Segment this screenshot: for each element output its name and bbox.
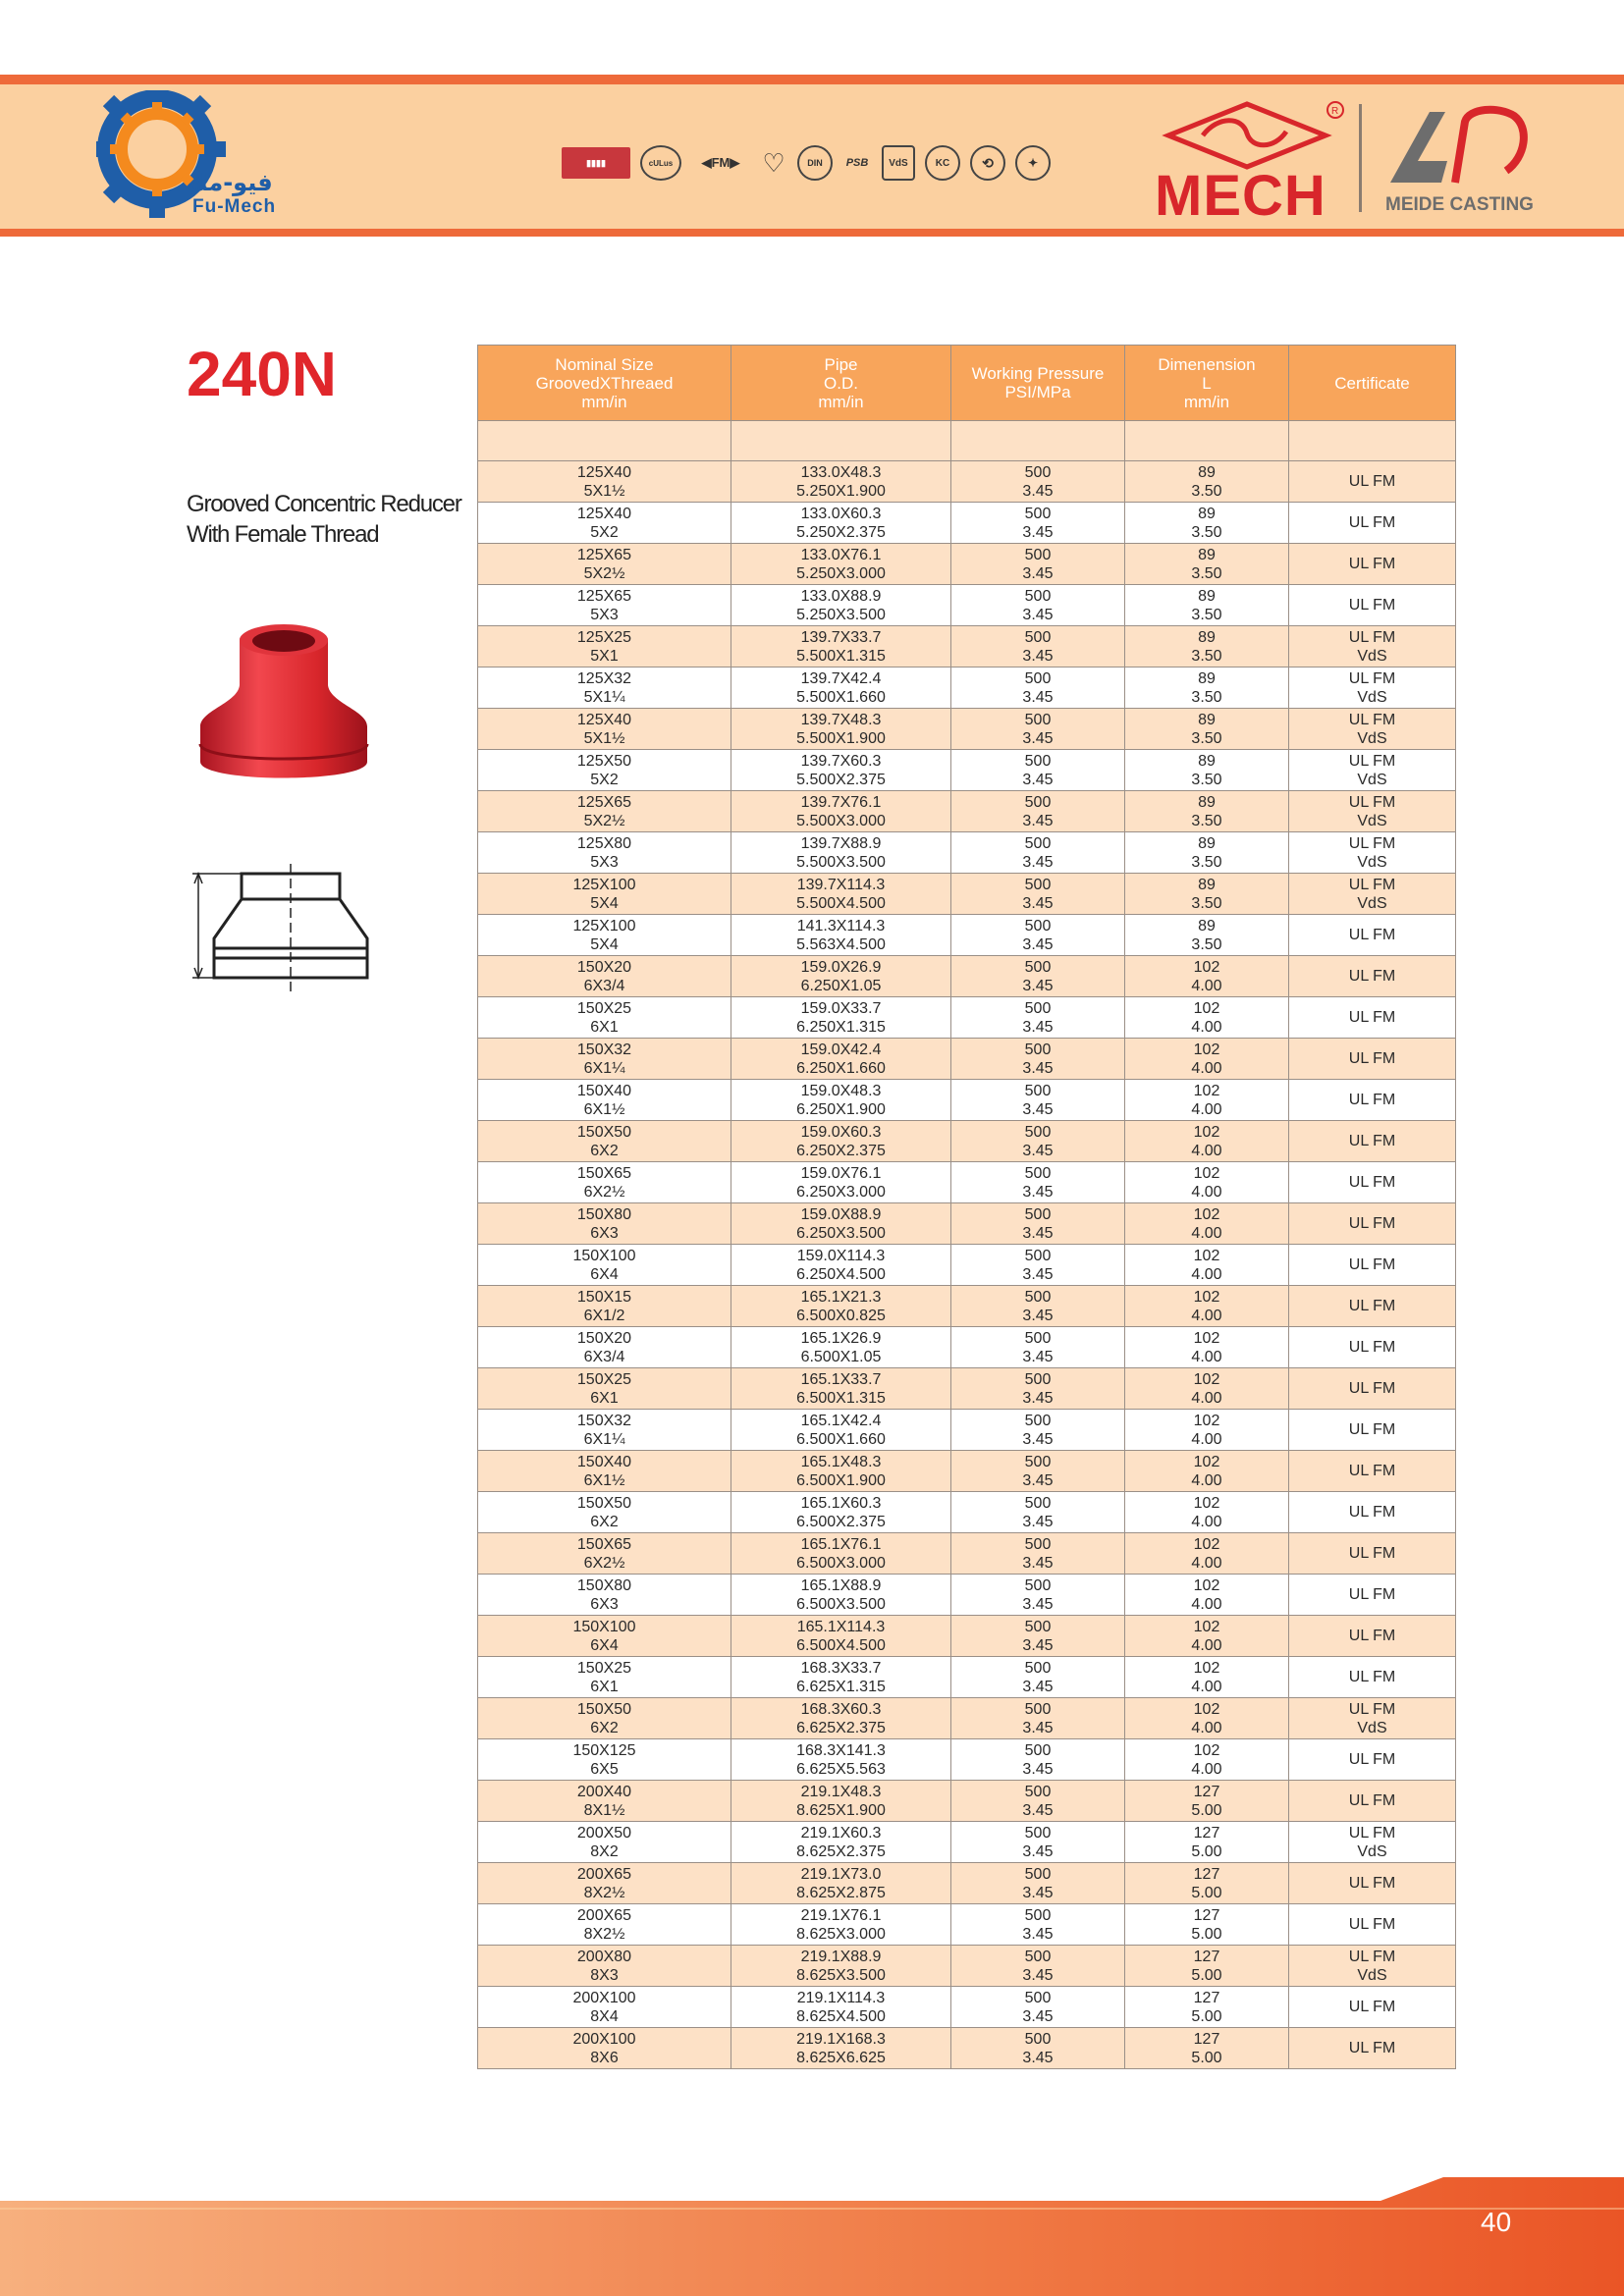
cell-nominal-size: 150X65 6X2½ (478, 1162, 731, 1203)
table-row (478, 1451, 1456, 1492)
cell-pipe-od: 133.0X88.9 5.250X3.500 (731, 585, 951, 626)
ul-icon: cULus (640, 145, 681, 181)
cell-dimension: 102 4.00 (1125, 997, 1289, 1039)
cell-nominal-size: 125X25 5X1 (478, 626, 731, 667)
table-row (478, 1410, 1456, 1451)
reducer-dimension-drawing-icon (187, 864, 373, 995)
cell-certificate: UL FM VdS (1289, 750, 1456, 791)
cell-nominal-size: 150X50 6X2 (478, 1698, 731, 1739)
meide-casting-name: MEIDE CASTING (1385, 194, 1534, 215)
iso-flag-icon: ▮▮▮▮ (562, 147, 630, 179)
table-row (478, 750, 1456, 791)
cell-dimension: 102 4.00 (1125, 1286, 1289, 1327)
cell-working-pressure: 500 3.45 (951, 1286, 1125, 1327)
cell-nominal-size: 150X125 6X5 (478, 1739, 731, 1781)
cell-pipe-od: 219.1X168.3 8.625X6.625 (731, 2028, 951, 2069)
cell-certificate: UL FM (1289, 1987, 1456, 2028)
cell-pipe-od: 159.0X76.1 6.250X3.000 (731, 1162, 951, 1203)
cell-working-pressure: 500 3.45 (951, 461, 1125, 503)
ccc-icon: ⟲ (970, 145, 1005, 181)
cell-dimension: 89 3.50 (1125, 832, 1289, 874)
cell-dimension: 102 4.00 (1125, 1203, 1289, 1245)
cell-working-pressure: 500 3.45 (951, 1327, 1125, 1368)
cell-pipe-od: 133.0X60.3 5.250X2.375 (731, 503, 951, 544)
cell-certificate: UL FM (1289, 461, 1456, 503)
cell-certificate: UL FM (1289, 544, 1456, 585)
cell-certificate: UL FM (1289, 1327, 1456, 1368)
table-row (478, 461, 1456, 503)
column-header-nominal-size: Nominal Size GroovedXThreaed mm/in (478, 346, 731, 421)
cell-nominal-size: 125X65 5X2½ (478, 544, 731, 585)
cell-working-pressure: 500 3.45 (951, 1698, 1125, 1739)
cell-pipe-od: 139.7X114.3 5.500X4.500 (731, 874, 951, 915)
cell-certificate: UL FM (1289, 503, 1456, 544)
cell-nominal-size: 150X25 6X1 (478, 1657, 731, 1698)
cell-certificate: UL FM (1289, 1492, 1456, 1533)
cell-nominal-size: 150X80 6X3 (478, 1203, 731, 1245)
cell-dimension: 102 4.00 (1125, 1657, 1289, 1698)
cell-nominal-size: 150X40 6X1½ (478, 1080, 731, 1121)
cell-pipe-od: 133.0X48.3 5.250X1.900 (731, 461, 951, 503)
cell-pipe-od: 168.3X141.3 6.625X5.563 (731, 1739, 951, 1781)
cell-certificate: UL FM (1289, 1451, 1456, 1492)
header-divider (1359, 104, 1362, 212)
cell-pipe-od: 165.1X60.3 6.500X2.375 (731, 1492, 951, 1533)
cell-working-pressure: 500 3.45 (951, 1162, 1125, 1203)
table-row (478, 585, 1456, 626)
cell-pipe-od: 168.3X60.3 6.625X2.375 (731, 1698, 951, 1739)
table-row (478, 1946, 1456, 1987)
cell-working-pressure: 500 3.45 (951, 1080, 1125, 1121)
cell-dimension: 102 4.00 (1125, 1533, 1289, 1575)
table-row (478, 1533, 1456, 1575)
cell-working-pressure: 500 3.45 (951, 956, 1125, 997)
cell-pipe-od: 165.1X21.3 6.500X0.825 (731, 1286, 951, 1327)
cell-pipe-od: 139.7X42.4 5.500X1.660 (731, 667, 951, 709)
cell-pipe-od: 141.3X114.3 5.563X4.500 (731, 915, 951, 956)
cell-working-pressure: 500 3.45 (951, 544, 1125, 585)
table-row (478, 1657, 1456, 1698)
cell-pipe-od: 139.7X33.7 5.500X1.315 (731, 626, 951, 667)
table-row (478, 1286, 1456, 1327)
cell-certificate: UL FM (1289, 1039, 1456, 1080)
cell-certificate: UL FM VdS (1289, 1822, 1456, 1863)
cell-certificate: UL FM (1289, 1286, 1456, 1327)
cell-certificate: UL FM VdS (1289, 667, 1456, 709)
cell-certificate: UL FM (1289, 1368, 1456, 1410)
cell-dimension: 89 3.50 (1125, 461, 1289, 503)
cell-pipe-od: 165.1X48.3 6.500X1.900 (731, 1451, 951, 1492)
cell-nominal-size: 150X20 6X3/4 (478, 1327, 731, 1368)
cell-nominal-size: 125X40 5X2 (478, 503, 731, 544)
cell-working-pressure: 500 3.45 (951, 1492, 1125, 1533)
table-row (478, 1203, 1456, 1245)
psb-icon: PSB (845, 157, 869, 169)
cell-nominal-size: 125X100 5X4 (478, 874, 731, 915)
cell-working-pressure: 500 3.45 (951, 915, 1125, 956)
table-row (478, 1739, 1456, 1781)
table-row (478, 1162, 1456, 1203)
cell-nominal-size: 150X32 6X1¼ (478, 1039, 731, 1080)
cell-working-pressure: 500 3.45 (951, 874, 1125, 915)
cell-certificate: UL FM (1289, 1121, 1456, 1162)
cell-certificate: UL FM (1289, 997, 1456, 1039)
table-row (478, 956, 1456, 997)
cell-dimension: 127 5.00 (1125, 2028, 1289, 2069)
cell-certificate: UL FM VdS (1289, 832, 1456, 874)
cell-dimension: 102 4.00 (1125, 1575, 1289, 1616)
cell-nominal-size: 125X32 5X1¼ (478, 667, 731, 709)
table-row (478, 1616, 1456, 1657)
cell-nominal-size: 150X65 6X2½ (478, 1533, 731, 1575)
cell-pipe-od: 165.1X76.1 6.500X3.000 (731, 1533, 951, 1575)
table-row (478, 1904, 1456, 1946)
cell-pipe-od: 165.1X33.7 6.500X1.315 (731, 1368, 951, 1410)
vds-heart-icon: ♡ (762, 147, 785, 178)
cell-nominal-size: 200X100 8X6 (478, 2028, 731, 2069)
cell-certificate: UL FM (1289, 915, 1456, 956)
table-row (478, 874, 1456, 915)
cell-pipe-od: 219.1X114.3 8.625X4.500 (731, 1987, 951, 2028)
cell-nominal-size: 150X25 6X1 (478, 997, 731, 1039)
cell-nominal-size: 150X32 6X1¼ (478, 1410, 731, 1451)
cell-nominal-size: 150X100 6X4 (478, 1616, 731, 1657)
cell-certificate: UL FM VdS (1289, 791, 1456, 832)
cell-working-pressure: 500 3.45 (951, 503, 1125, 544)
cell-working-pressure: 500 3.45 (951, 1616, 1125, 1657)
cell-pipe-od: 139.7X76.1 5.500X3.000 (731, 791, 951, 832)
cell-dimension: 102 4.00 (1125, 1368, 1289, 1410)
cell-pipe-od: 159.0X33.7 6.250X1.315 (731, 997, 951, 1039)
cell-certificate: UL FM (1289, 2028, 1456, 2069)
cell-pipe-od: 165.1X26.9 6.500X1.05 (731, 1327, 951, 1368)
cell-dimension: 102 4.00 (1125, 1739, 1289, 1781)
table-row (478, 791, 1456, 832)
table-row (478, 997, 1456, 1039)
cell-working-pressure: 500 3.45 (951, 1863, 1125, 1904)
cell-working-pressure: 500 3.45 (951, 1039, 1125, 1080)
cell-working-pressure: 500 3.45 (951, 1987, 1125, 2028)
cell-certificate: UL FM VdS (1289, 709, 1456, 750)
cell-dimension: 127 5.00 (1125, 1987, 1289, 2028)
cell-dimension: 102 4.00 (1125, 1039, 1289, 1080)
fumech-arabic-name: فيو-مك (187, 169, 273, 196)
cell-working-pressure: 500 3.45 (951, 1575, 1125, 1616)
cell-dimension: 89 3.50 (1125, 709, 1289, 750)
cell-nominal-size: 200X50 8X2 (478, 1822, 731, 1863)
table-row (478, 1987, 1456, 2028)
cell-pipe-od: 139.7X60.3 5.500X2.375 (731, 750, 951, 791)
cell-working-pressure: 500 3.45 (951, 1904, 1125, 1946)
red-reducer-fitting-icon (192, 616, 375, 795)
cell-nominal-size: 150X50 6X2 (478, 1492, 731, 1533)
cell-working-pressure: 500 3.45 (951, 1368, 1125, 1410)
cell-certificate: UL FM (1289, 956, 1456, 997)
cell-pipe-od: 159.0X48.3 6.250X1.900 (731, 1080, 951, 1121)
cell-certificate: UL FM (1289, 1410, 1456, 1451)
cell-dimension: 102 4.00 (1125, 956, 1289, 997)
cell-working-pressure: 500 3.45 (951, 1657, 1125, 1698)
header-bottom-stripe (0, 229, 1624, 237)
table-row (478, 544, 1456, 585)
cell-dimension: 102 4.00 (1125, 1451, 1289, 1492)
kc-icon: KC (925, 145, 960, 181)
table-row (478, 709, 1456, 750)
cell-certificate: UL FM (1289, 1162, 1456, 1203)
cell-pipe-od: 219.1X60.3 8.625X2.375 (731, 1822, 951, 1863)
cell-working-pressure: 500 3.45 (951, 1121, 1125, 1162)
din-icon: DIN (797, 145, 833, 181)
cell-dimension: 102 4.00 (1125, 1162, 1289, 1203)
cell-pipe-od: 165.1X88.9 6.500X3.500 (731, 1575, 951, 1616)
table-row (478, 2028, 1456, 2069)
table-spacer-row (478, 421, 1456, 461)
cell-certificate: UL FM (1289, 1203, 1456, 1245)
cell-certificate: UL FM (1289, 1616, 1456, 1657)
table-row (478, 1863, 1456, 1904)
cell-pipe-od: 159.0X60.3 6.250X2.375 (731, 1121, 951, 1162)
cell-dimension: 102 4.00 (1125, 1492, 1289, 1533)
cell-nominal-size: 150X25 6X1 (478, 1368, 731, 1410)
cell-certificate: UL FM (1289, 1575, 1456, 1616)
cell-nominal-size: 200X65 8X2½ (478, 1904, 731, 1946)
cell-nominal-size: 150X15 6X1/2 (478, 1286, 731, 1327)
spec-table (477, 345, 1456, 2069)
cell-dimension: 127 5.00 (1125, 1904, 1289, 1946)
cell-working-pressure: 500 3.45 (951, 626, 1125, 667)
cell-certificate: UL FM VdS (1289, 1698, 1456, 1739)
cell-dimension: 89 3.50 (1125, 750, 1289, 791)
cell-nominal-size: 200X80 8X3 (478, 1946, 731, 1987)
table-row (478, 626, 1456, 667)
cell-nominal-size: 125X40 5X1½ (478, 461, 731, 503)
cell-dimension: 127 5.00 (1125, 1863, 1289, 1904)
table-row (478, 1492, 1456, 1533)
table-row (478, 1781, 1456, 1822)
table-body (478, 421, 1456, 2069)
header-top-stripe (0, 75, 1624, 84)
column-header-dimension: Dimenension L mm/in (1125, 346, 1289, 421)
table-header-row (478, 346, 1456, 421)
page-number: 40 (1481, 2207, 1512, 2237)
table-row (478, 1080, 1456, 1121)
cell-nominal-size: 200X65 8X2½ (478, 1863, 731, 1904)
column-header-pipe-od: Pipe O.D. mm/in (731, 346, 951, 421)
cell-working-pressure: 500 3.45 (951, 709, 1125, 750)
cell-nominal-size: 150X20 6X3/4 (478, 956, 731, 997)
cell-pipe-od: 165.1X114.3 6.500X4.500 (731, 1616, 951, 1657)
cell-certificate: UL FM (1289, 1657, 1456, 1698)
cell-dimension: 102 4.00 (1125, 1080, 1289, 1121)
table-row (478, 503, 1456, 544)
cell-dimension: 89 3.50 (1125, 874, 1289, 915)
cell-dimension: 102 4.00 (1125, 1327, 1289, 1368)
table-row (478, 915, 1456, 956)
fm-icon: ◀FM▶ (701, 155, 740, 170)
meide-casting-logo-icon (1382, 98, 1530, 192)
cell-working-pressure: 500 3.45 (951, 1822, 1125, 1863)
cell-working-pressure: 500 3.45 (951, 750, 1125, 791)
cell-nominal-size: 125X65 5X3 (478, 585, 731, 626)
table-row (478, 1121, 1456, 1162)
cell-dimension: 89 3.50 (1125, 544, 1289, 585)
table-row (478, 1822, 1456, 1863)
cell-pipe-od: 165.1X42.4 6.500X1.660 (731, 1410, 951, 1451)
cell-pipe-od: 168.3X33.7 6.625X1.315 (731, 1657, 951, 1698)
cell-dimension: 89 3.50 (1125, 503, 1289, 544)
cell-dimension: 127 5.00 (1125, 1822, 1289, 1863)
cell-certificate: UL FM VdS (1289, 626, 1456, 667)
cell-certificate: UL FM (1289, 1781, 1456, 1822)
cell-pipe-od: 159.0X26.9 6.250X1.05 (731, 956, 951, 997)
table-row (478, 1245, 1456, 1286)
cell-dimension: 89 3.50 (1125, 626, 1289, 667)
cell-certificate: UL FM (1289, 1904, 1456, 1946)
cell-working-pressure: 500 3.45 (951, 2028, 1125, 2069)
table-row (478, 832, 1456, 874)
cell-nominal-size: 200X100 8X4 (478, 1987, 731, 2028)
cell-certificate: UL FM (1289, 585, 1456, 626)
cell-nominal-size: 200X40 8X1½ (478, 1781, 731, 1822)
cell-pipe-od: 219.1X88.9 8.625X3.500 (731, 1946, 951, 1987)
cell-nominal-size: 125X65 5X2½ (478, 791, 731, 832)
cell-nominal-size: 150X50 6X2 (478, 1121, 731, 1162)
cell-working-pressure: 500 3.45 (951, 1245, 1125, 1286)
cell-dimension: 89 3.50 (1125, 915, 1289, 956)
footer-band (0, 2177, 1624, 2296)
cell-certificate: UL FM (1289, 1080, 1456, 1121)
cell-dimension: 102 4.00 (1125, 1121, 1289, 1162)
cell-working-pressure: 500 3.45 (951, 1410, 1125, 1451)
cell-pipe-od: 219.1X73.0 8.625X2.875 (731, 1863, 951, 1904)
table-row (478, 1039, 1456, 1080)
cell-pipe-od: 159.0X114.3 6.250X4.500 (731, 1245, 951, 1286)
cell-dimension: 102 4.00 (1125, 1698, 1289, 1739)
cell-dimension: 102 4.00 (1125, 1616, 1289, 1657)
cell-dimension: 102 4.00 (1125, 1245, 1289, 1286)
cell-working-pressure: 500 3.45 (951, 832, 1125, 874)
cell-nominal-size: 125X100 5X4 (478, 915, 731, 956)
product-name: Grooved Concentric Reducer With Female Thread (187, 491, 461, 548)
cell-nominal-size: 150X100 6X4 (478, 1245, 731, 1286)
cell-working-pressure: 500 3.45 (951, 1533, 1125, 1575)
cell-dimension: 127 5.00 (1125, 1946, 1289, 1987)
cell-working-pressure: 500 3.45 (951, 1203, 1125, 1245)
cell-certificate: UL FM VdS (1289, 874, 1456, 915)
cell-pipe-od: 219.1X48.3 8.625X1.900 (731, 1781, 951, 1822)
cell-certificate: UL FM (1289, 1863, 1456, 1904)
vds-icon: VdS (882, 145, 915, 181)
column-header-working-pressure: Working Pressure PSI/MPa (951, 346, 1125, 421)
cell-dimension: 89 3.50 (1125, 585, 1289, 626)
cell-pipe-od: 159.0X42.4 6.250X1.660 (731, 1039, 951, 1080)
cell-dimension: 89 3.50 (1125, 791, 1289, 832)
table-row (478, 1698, 1456, 1739)
cell-certificate: UL FM (1289, 1533, 1456, 1575)
column-header-certificate: Certificate (1289, 346, 1456, 421)
svg-text:R: R (1331, 106, 1339, 117)
cell-dimension: 102 4.00 (1125, 1410, 1289, 1451)
product-code: 240N (187, 339, 337, 409)
cell-working-pressure: 500 3.45 (951, 667, 1125, 709)
cell-working-pressure: 500 3.45 (951, 1739, 1125, 1781)
cell-pipe-od: 139.7X88.9 5.500X3.500 (731, 832, 951, 874)
cell-dimension: 127 5.00 (1125, 1781, 1289, 1822)
cell-working-pressure: 500 3.45 (951, 1781, 1125, 1822)
table-row (478, 1368, 1456, 1410)
cell-certificate: UL FM (1289, 1245, 1456, 1286)
cell-certificate: UL FM VdS (1289, 1946, 1456, 1987)
cell-working-pressure: 500 3.45 (951, 1451, 1125, 1492)
cell-nominal-size: 125X40 5X1½ (478, 709, 731, 750)
cell-working-pressure: 500 3.45 (951, 585, 1125, 626)
cell-pipe-od: 219.1X76.1 8.625X3.000 (731, 1904, 951, 1946)
certification-strip (562, 141, 1072, 185)
cell-nominal-size: 125X80 5X3 (478, 832, 731, 874)
table-row (478, 1327, 1456, 1368)
cell-working-pressure: 500 3.45 (951, 997, 1125, 1039)
cell-working-pressure: 500 3.45 (951, 791, 1125, 832)
cell-pipe-od: 139.7X48.3 5.500X1.900 (731, 709, 951, 750)
cell-nominal-size: 125X50 5X2 (478, 750, 731, 791)
cell-nominal-size: 150X40 6X1½ (478, 1451, 731, 1492)
cell-nominal-size: 150X80 6X3 (478, 1575, 731, 1616)
lpcb-icon: ✦ (1015, 145, 1051, 181)
table-row (478, 667, 1456, 709)
cell-pipe-od: 133.0X76.1 5.250X3.000 (731, 544, 951, 585)
cell-working-pressure: 500 3.45 (951, 1946, 1125, 1987)
cell-dimension: 89 3.50 (1125, 667, 1289, 709)
cell-pipe-od: 159.0X88.9 6.250X3.500 (731, 1203, 951, 1245)
fumech-latin-name: Fu-Mech (192, 196, 277, 217)
cell-certificate: UL FM (1289, 1739, 1456, 1781)
table-row (478, 1575, 1456, 1616)
mech-brand-name: MECH (1155, 164, 1326, 228)
